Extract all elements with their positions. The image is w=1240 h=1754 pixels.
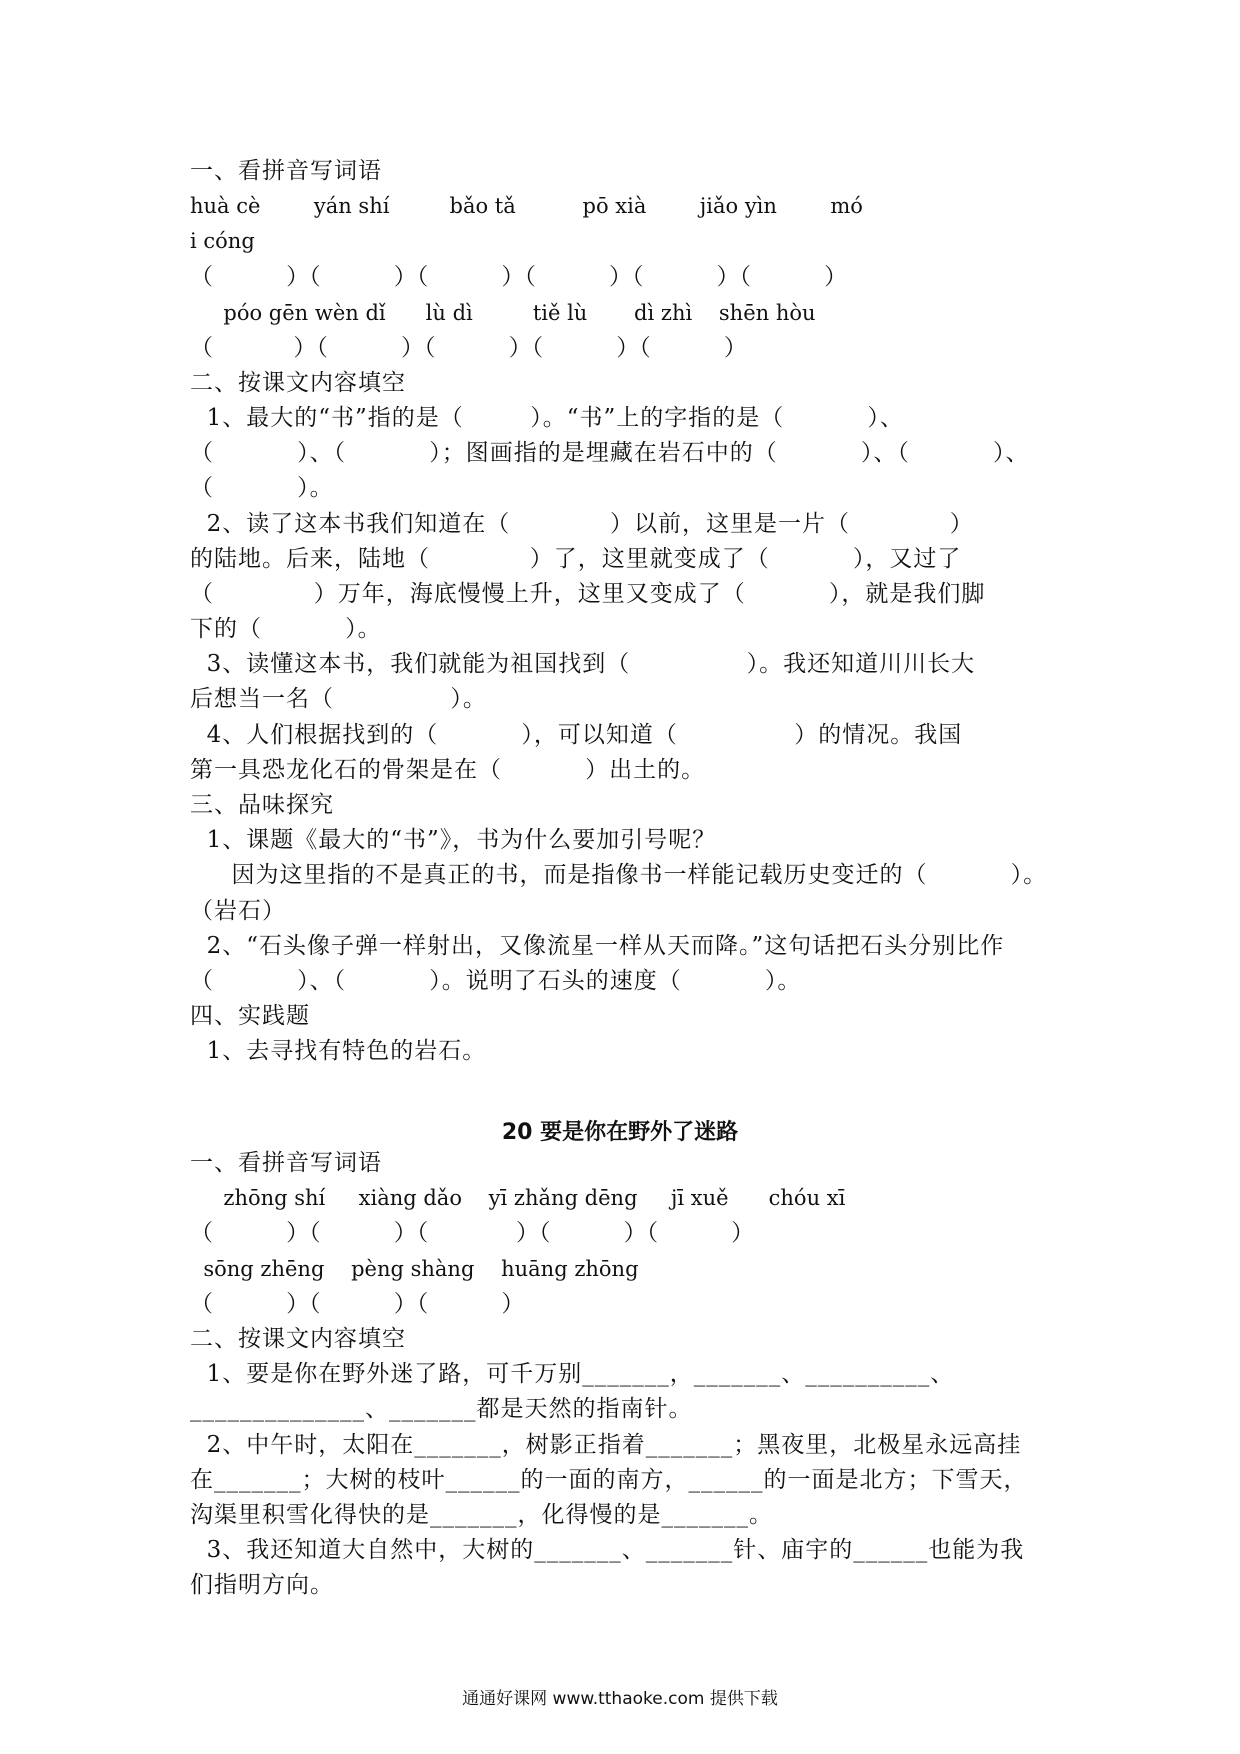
question-1-line-3: （ ）。 <box>190 475 334 501</box>
l20-pinyin-row-2: sōng zhēng pèng shàng huāng zhōng <box>190 1257 639 1281</box>
pinyin-row-2: póo gēn wèn dǐ lù dì tiě lù dì zhì shēn hòu <box>190 301 816 325</box>
l20-question-1-line-2: ______________、_______都是天然的指南针。 <box>190 1396 693 1422</box>
pinyin-row-1-wrap: i cóng <box>190 229 255 253</box>
practice-1: 1、去寻找有特色的岩石。 <box>190 1038 487 1064</box>
explore-1-line-2: 因为这里指的不是真正的书，而是指像书一样能记载历史变迁的（ ）。 <box>190 862 1048 888</box>
explore-2-line-2: （ ）、（ ）。说明了石头的速度（ ）。 <box>190 968 802 994</box>
lesson-20-title: 20 要是你在野外了迷路 <box>501 1120 739 1145</box>
l20-question-3-line-1: 3、我还知道大自然中，大树的_______、_______针、庙宇的______也能为我 <box>190 1537 1025 1563</box>
l20-question-2-line-2: 在_______；大树的枝叶______的一面的南方，______的一面是北方；下雪天， <box>190 1467 1028 1493</box>
l20-question-2-line-1: 2、中午时，太阳在_______，树影正指着_______；黑夜里，北极星永远高挂 <box>190 1432 1022 1458</box>
question-4-line-2: 第一具恐龙化石的骨架是在（ ）出土的。 <box>190 757 706 783</box>
l20-answer-blanks-row-1: （ ）（ ）（ ）（ ）（ ） <box>190 1220 755 1246</box>
section-3-heading: 三、品味探究 <box>190 792 334 818</box>
question-2-line-2: 的陆地。后来，陆地（ ）了，这里就变成了（ ），又过了 <box>190 546 962 572</box>
question-2-line-3: （ ）万年，海底慢慢上升，这里又变成了（ ），就是我们脚 <box>190 581 986 607</box>
explore-1-line-1: 1、课题《最大的“书”》，书为什么要加引号呢？ <box>190 827 717 853</box>
pinyin-row-1: huà cè yán shí bǎo tǎ pō xià jiǎo yìn mó <box>190 194 863 218</box>
page-footer: 通通好课网 www.tthaoke.com 提供下载 <box>462 1689 778 1709</box>
section-4-heading: 四、实践题 <box>190 1003 310 1029</box>
section-2-heading: 二、按课文内容填空 <box>190 370 406 396</box>
answer-blanks-row-1: （ ）（ ）（ ）（ ）（ ）（ ） <box>190 264 848 290</box>
l20-question-1-line-1: 1、要是你在野外迷了路，可千万别_______，_______、__________、 <box>190 1361 955 1387</box>
question-3-line-2: 后想当一名（ ）。 <box>190 686 487 712</box>
l20-section-1-heading: 一、看拼音写词语 <box>190 1150 382 1176</box>
l20-answer-blanks-row-2: （ ）（ ）（ ） <box>190 1291 525 1317</box>
explore-2-line-1: 2、“石头像子弹一样射出，又像流星一样从天而降。”这句话把石头分别比作 <box>190 933 1005 959</box>
answer-blanks-row-2: （ ）（ ）（ ）（ ）（ ） <box>190 335 747 361</box>
question-2-line-1: 2、读了这本书我们知道在（ ）以前，这里是一片（ ） <box>190 511 974 537</box>
question-2-line-4: 下的（ ）。 <box>190 616 382 642</box>
question-3-line-1: 3、读懂这本书，我们就能为祖国找到（ ）。我还知道川川长大 <box>190 651 976 677</box>
question-1-line-2: （ ）、（ ）；图画指的是埋藏在岩石中的（ ）、（ ）、 <box>190 440 1030 466</box>
l20-question-3-line-2: 们指明方向。 <box>190 1572 334 1598</box>
l20-question-2-line-3: 沟渠里积雪化得快的是_______，化得慢的是_______。 <box>190 1502 773 1528</box>
l20-section-2-heading: 二、按课文内容填空 <box>190 1326 406 1352</box>
question-1-line-1: 1、最大的“书”指的是（ ）。“书”上的字指的是（ ）、 <box>190 405 904 431</box>
question-4-line-1: 4、人们根据找到的（ ），可以知道（ ）的情况。我国 <box>190 722 963 748</box>
l20-pinyin-row-1: zhōng shí xiàng dǎo yī zhǎng dēng jī xuě chóu xī <box>190 1186 846 1210</box>
section-1-heading: 一、看拼音写词语 <box>190 158 382 184</box>
explore-1-line-3: （岩石） <box>190 898 286 924</box>
